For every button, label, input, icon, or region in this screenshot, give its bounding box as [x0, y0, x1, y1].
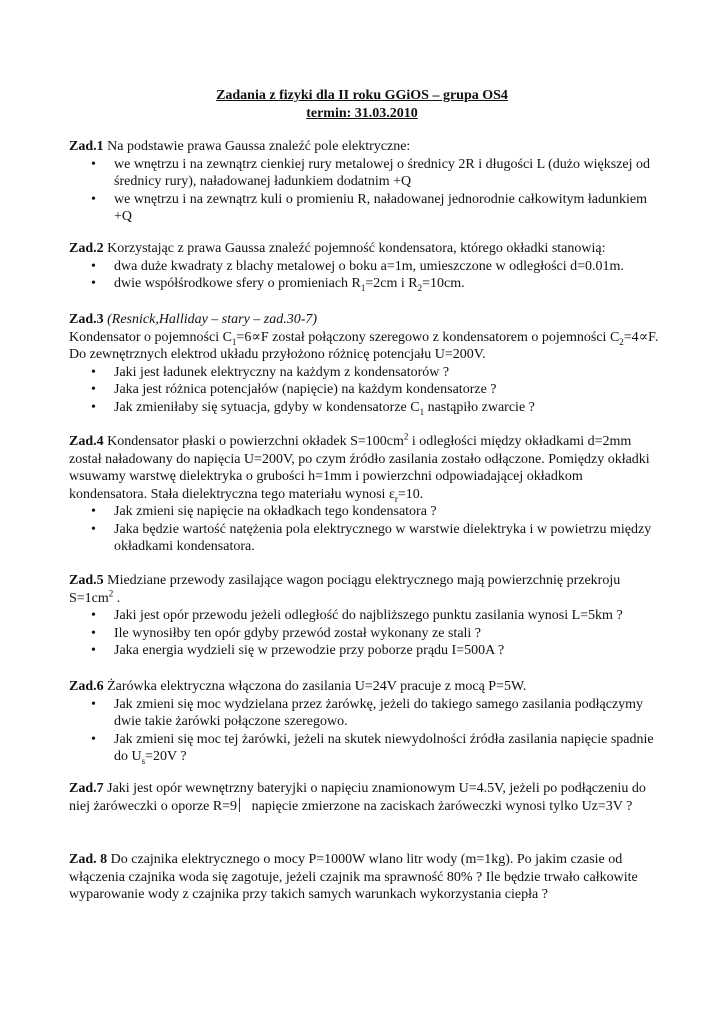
task-8	[69, 851, 659, 904]
list-item-text: Ile wynosiłby ten opór gdyby przewód został wykonany ze stali ?	[114, 625, 482, 641]
bullet-icon: •	[91, 399, 96, 415]
list-item-text: Jaka jest różnica potencjałów (napięcie) na każdym kondensatorze ?	[114, 382, 497, 397]
list-item-text: Jaka będzie wartość natężenia pola elektrycznego w warstwie dielektryka i w powietrzu między okładkami kondensatora.	[114, 521, 652, 554]
task-3-intro	[69, 311, 659, 329]
task-2-label: Zad.2	[69, 241, 104, 256]
task-5-text: Zad.5 Miedziane przewody zasilające wagon pociągu elektrycznego mają powierzchnię przekroju $S=1cm^2$ .	[69, 573, 621, 606]
list-item	[69, 607, 659, 625]
task-1-label: Zad.1	[69, 139, 104, 154]
list-item	[69, 521, 659, 556]
list-item	[69, 381, 659, 399]
task-6-intro	[69, 678, 659, 696]
task-1-text: Na podstawie prawa Gaussa znaleźć pole elektryczne:	[103, 139, 411, 154]
list-item-text: Jaki jest opór przewodu jeżeli odległość do najbliższego punktu zasilania wynosi L=5km ?	[114, 608, 623, 623]
task-3	[69, 311, 659, 416]
task-2-intro	[69, 240, 659, 258]
list-item-text: dwie współśrodkowe sfery o promieniach $R_1=2cm$ i $R_2=10cm$.	[114, 276, 465, 293]
task-6-text: Żarówka elektryczna włączona do zasilania U=24V pracuje z mocą P=5W.	[103, 679, 527, 694]
task-2	[69, 240, 659, 293]
task-2-text: Korzystając z prawa Gaussa znaleźć pojemność kondensatora, którego okładki stanowią:	[103, 241, 606, 256]
document-date: termin: 31.03.2010	[306, 105, 418, 121]
list-item-text: Jaka energia wydzieli się w przewodzie przy poborze prądu I=500A ?	[114, 643, 505, 658]
document-title: Zadania z fizyki dla II roku GGiOS – grupa OS4	[216, 88, 508, 103]
list-item	[69, 191, 659, 226]
list-item	[69, 364, 659, 382]
list-item	[69, 696, 659, 731]
bullet-icon: •	[91, 382, 96, 397]
task-3-list	[69, 364, 659, 417]
task-4-list	[69, 503, 659, 556]
task-7-text: Zad.7 Jaki jest opór wewnętrzny bateryjki o napięciu znamionowym U=4.5V, jeżeli po podłączeniu do niej żaróweczki o oporze R=9 napięcie zmierzone na zaciskach żaróweczki wynosi tylko Uz=3V ?	[69, 781, 646, 814]
list-item-text: Jak zmieni się moc tej żarówki, jeżeli na skutek niewydolności źródła zasilania napięcie spadnie do $U_s=20V$ ?	[114, 731, 654, 766]
list-item-text: we wnętrzu i na zewnątrz kuli o promieniu R, naładowanej jednorodnie całkowitym ładunkiem +Q	[114, 191, 648, 224]
bullet-icon: •	[91, 191, 96, 207]
task-8-text: Zad. 8 Do czajnika elektrycznego o mocy P=1000W wlano litr wody (m=1kg). Po jakim czasie od włączenia czajnika woda się zagotuje, jeżeli czajnik ma sprawność 80% ? Ile będzie trwało całkowite wyparowanie wody z czajnika przy takich samych warunkach wykorzystania ciepła ?	[69, 852, 638, 902]
document-header	[0, 87, 724, 122]
task-5-label: Zad.5	[69, 573, 104, 588]
bullet-icon: •	[91, 643, 96, 658]
task-3-label: Zad.3	[69, 312, 104, 327]
bullet-icon: •	[91, 156, 96, 172]
list-item-text: dwa duże kwadraty z blachy metalowej o boku a=1m, umieszczone w odległości d=0.01m.	[114, 258, 624, 274]
task-6-list	[69, 696, 659, 766]
task-3-reference: (Resnick,Halliday – stary – zad.30-7)	[103, 312, 318, 327]
bullet-icon: •	[91, 521, 96, 537]
list-item-text: Jak zmieni się napięcie na okładkach tego kondensatora ?	[114, 504, 437, 519]
task-4-label: Zad.4	[69, 434, 104, 449]
bullet-icon: •	[91, 625, 96, 641]
task-7-label: Zad.7	[69, 781, 104, 796]
bullet-icon: •	[91, 504, 96, 519]
bullet-icon: •	[91, 731, 96, 747]
list-item-text: Jaki jest ładunek elektryczny na każdym z kondensatorów ?	[114, 364, 450, 380]
task-8-label: Zad. 8	[69, 852, 108, 867]
bullet-icon: •	[91, 276, 96, 291]
list-item-text: we wnętrzu i na zewnątrz cienkiej rury metalowej o średnicy 2R i długości L (dużo większej od średnicy rury), naładowanej ładunkiem dodatnim +Q	[114, 156, 650, 189]
bullet-icon: •	[91, 364, 96, 380]
task-2-list	[69, 258, 659, 293]
list-item	[69, 275, 659, 293]
list-item	[69, 731, 659, 766]
task-1-list	[69, 156, 659, 226]
task-4-text: Zad.4 Kondensator płaski o powierzchni okładek $S=100cm^2$ i odległości między okładkami d=2mm został naładowany do napięcia U=200V, po czym źródło zasilania zostało odłączone. Pomiędzy okładki wsuwamy warstwę dielektryka o grubości h=1mm i powierzchni odpowiadającej okładkom kondensatora. Stała dielektryczna tego materiału wynosi $\varepsilon_r=10$.	[69, 431, 650, 504]
task-5-list	[69, 607, 659, 660]
list-item-text: Jak zmieni się moc wydzielana przez żarówkę, jeżeli do takiego samego zasilania podłączymy dwie takie żarówki połączone szeregowo.	[114, 696, 644, 729]
list-item	[69, 399, 659, 417]
list-item	[69, 503, 659, 521]
task-1	[69, 138, 659, 226]
task-7	[69, 780, 659, 815]
bullet-icon: •	[91, 696, 96, 712]
list-item	[69, 258, 659, 276]
task-5	[69, 572, 659, 660]
task-3-text: Kondensator o pojemności $C_1=6\propto F$ został połączony szeregowo z kondensatorem o pojemności $C_2=4\propto F$. Do zewnętrznych elektrod układu przyłożono różnicę potencjału U=200V.	[69, 329, 659, 362]
task-1-intro	[69, 138, 659, 156]
task-4	[69, 433, 659, 556]
list-item-text: Jak zmieniłaby się sytuacja, gdyby w kondensatorze $C_1$ nastąpiło zwarcie ?	[114, 399, 535, 417]
missing-symbol-glyph	[239, 798, 240, 812]
list-item	[69, 156, 659, 191]
task-6-label: Zad.6	[69, 679, 104, 694]
bullet-icon: •	[91, 608, 96, 623]
list-item	[69, 625, 659, 643]
task-6	[69, 678, 659, 766]
bullet-icon: •	[91, 258, 96, 274]
list-item	[69, 642, 659, 660]
